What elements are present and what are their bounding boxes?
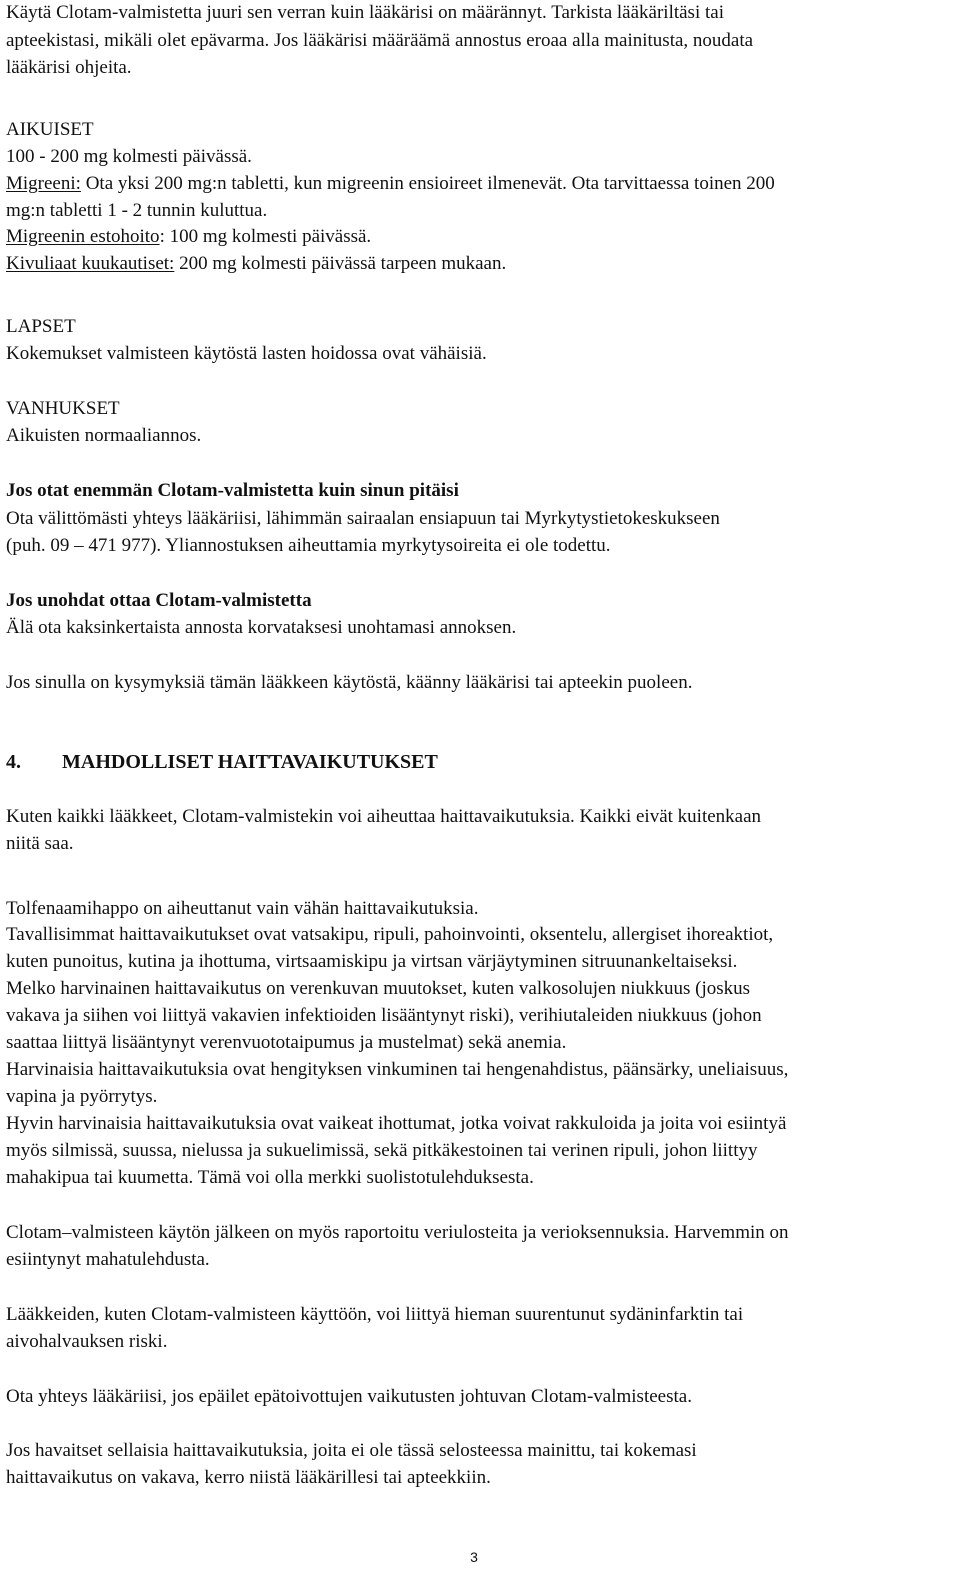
intro-line-3: lääkärisi ohjeita. bbox=[6, 57, 132, 78]
side-effects-p2-line-6: saattaa liittyä lisääntynyt verenvuototaipumus ja mustelmat) sekä anemia. bbox=[6, 1032, 567, 1053]
migraine-label: Migreeni: bbox=[6, 173, 81, 194]
migraine-text: Ota yksi 200 mg:n tabletti, kun migreenin ensioireet ilmenevät. Ota tarvittaessa toinen 200 bbox=[80, 173, 775, 194]
side-effects-p1-line-2: niitä saa. bbox=[6, 833, 74, 854]
migraine-line-2: mg:n tabletti 1 - 2 tunnin kuluttua. bbox=[6, 200, 268, 221]
overdose-line-1: Ota välittömästi yhteys lääkäriisi, lähimmän sairaalan ensiapuun tai Myrkytystietokeskukseen bbox=[6, 508, 720, 529]
missed-text: Älä ota kaksinkertaista annosta korvataksesi unohtamasi annoksen. bbox=[6, 617, 517, 638]
adults-dose: 100 - 200 mg kolmesti päivässä. bbox=[6, 146, 252, 167]
side-effects-p1-line-1: Kuten kaikki lääkkeet, Clotam-valmistekin voi aiheuttaa haittavaikutuksia. Kaikki eivät kuitenkaan bbox=[6, 806, 762, 827]
side-effects-p6-line-2: haittavaikutus on vakava, kerro niistä lääkärillesi tai apteekkiin. bbox=[6, 1467, 491, 1488]
adults-heading: AIKUISET bbox=[6, 119, 94, 140]
page-number: 3 bbox=[470, 1549, 478, 1565]
side-effects-p2-line-10: myös silmissä, suussa, nielussa ja sukuelimissä, sekä pitkäkestoinen tai verinen ripuli, johon liittyy bbox=[6, 1140, 758, 1161]
side-effects-p2-line-3: kuten punoitus, kutina ja ihottuma, virtsaamiskipu ja virtsan värjäytyminen sitruunankeltaiseksi. bbox=[6, 951, 738, 972]
intro-line-2: apteekistasi, mikäli olet epävarma. Jos lääkärisi määräämä annostus eroaa alla mainitusta, noudata bbox=[6, 30, 754, 51]
side-effects-p4-line-1: Lääkkeiden, kuten Clotam-valmisteen käyttöön, voi liittyä hieman suurentunut sydäninfarktin tai bbox=[6, 1304, 744, 1325]
prevention-text: : 100 mg kolmesti päivässä. bbox=[159, 226, 372, 247]
migraine-line-1 bbox=[6, 171, 775, 197]
section-4-heading bbox=[6, 749, 438, 775]
intro-line-1: Käytä Clotam-valmistetta juuri sen verran kuin lääkärisi on määrännyt. Tarkista lääkäriltäsi tai bbox=[6, 2, 724, 23]
section-title: MAHDOLLISET HAITTAVAIKUTUKSET bbox=[62, 751, 438, 773]
side-effects-p3-line-1: Clotam–valmisteen käytön jälkeen on myös raportoitu veriulosteita ja verioksennuksia. Harvemmin on bbox=[6, 1222, 789, 1243]
side-effects-p6-line-1: Jos havaitset sellaisia haittavaikutuksia, joita ei ole tässä selosteessa mainittu, tai kokemasi bbox=[6, 1440, 697, 1461]
side-effects-p2-line-4: Melko harvinainen haittavaikutus on verenkuvan muutokset, kuten valkosolujen niukkuus (joskus bbox=[6, 978, 751, 999]
side-effects-p2-line-1: Tolfenaamihappo on aiheuttanut vain vähän haittavaikutuksia. bbox=[6, 898, 479, 919]
side-effects-p2-line-8: vapina ja pyörrytys. bbox=[6, 1086, 158, 1107]
children-heading: LAPSET bbox=[6, 316, 76, 337]
side-effects-p2-line-5: vakava ja siihen voi liittyä vakavien infektioiden lisääntynyt riski), verihiutaleiden niukkuus (johon bbox=[6, 1005, 762, 1026]
side-effects-p5: Ota yhteys lääkäriisi, jos epäilet epätoivottujen vaikutusten johtuvan Clotam-valmisteesta. bbox=[6, 1386, 692, 1407]
overdose-line-2: (puh. 09 – 471 977). Yliannostuksen aiheuttamia myrkytysoireita ei ole todettu. bbox=[6, 535, 611, 556]
side-effects-p4-line-2: aivohalvauksen riski. bbox=[6, 1331, 168, 1352]
side-effects-p2-line-9: Hyvin harvinaisia haittavaikutuksia ovat vaikeat ihottumat, jotka voivat rakkuloida ja joita voi esiintyä bbox=[6, 1113, 787, 1134]
questions-text: Jos sinulla on kysymyksiä tämän lääkkeen käytöstä, käänny lääkärisi tai apteekin puoleen. bbox=[6, 672, 693, 693]
section-number: 4. bbox=[6, 751, 21, 773]
side-effects-p2-line-2: Tavallisimmat haittavaikutukset ovat vatsakipu, ripuli, pahoinvointi, oksentelu, allergiset ihoreaktiot, bbox=[6, 924, 774, 945]
elderly-text: Aikuisten normaaliannos. bbox=[6, 425, 202, 446]
prevention-line bbox=[6, 224, 371, 250]
side-effects-p2-line-7: Harvinaisia haittavaikutuksia ovat hengityksen vinkuminen tai hengenahdistus, päänsärky, uneliaisuus, bbox=[6, 1059, 789, 1080]
menstrual-text: 200 mg kolmesti päivässä tarpeen mukaan. bbox=[174, 253, 507, 274]
overdose-heading: Jos otat enemmän Clotam-valmistetta kuin sinun pitäisi bbox=[6, 480, 459, 501]
elderly-heading: VANHUKSET bbox=[6, 398, 120, 419]
children-text: Kokemukset valmisteen käytöstä lasten hoidossa ovat vähäisiä. bbox=[6, 343, 487, 364]
menstrual-line bbox=[6, 251, 506, 277]
side-effects-p3-line-2: esiintynyt mahatulehdusta. bbox=[6, 1249, 210, 1270]
side-effects-p2-line-11: mahakipua tai kuumetta. Tämä voi olla merkki suolistotulehduksesta. bbox=[6, 1167, 534, 1188]
prevention-label: Migreenin estohoito bbox=[6, 226, 160, 247]
missed-heading: Jos unohdat ottaa Clotam-valmistetta bbox=[6, 590, 312, 611]
menstrual-label: Kivuliaat kuukautiset: bbox=[6, 253, 175, 274]
